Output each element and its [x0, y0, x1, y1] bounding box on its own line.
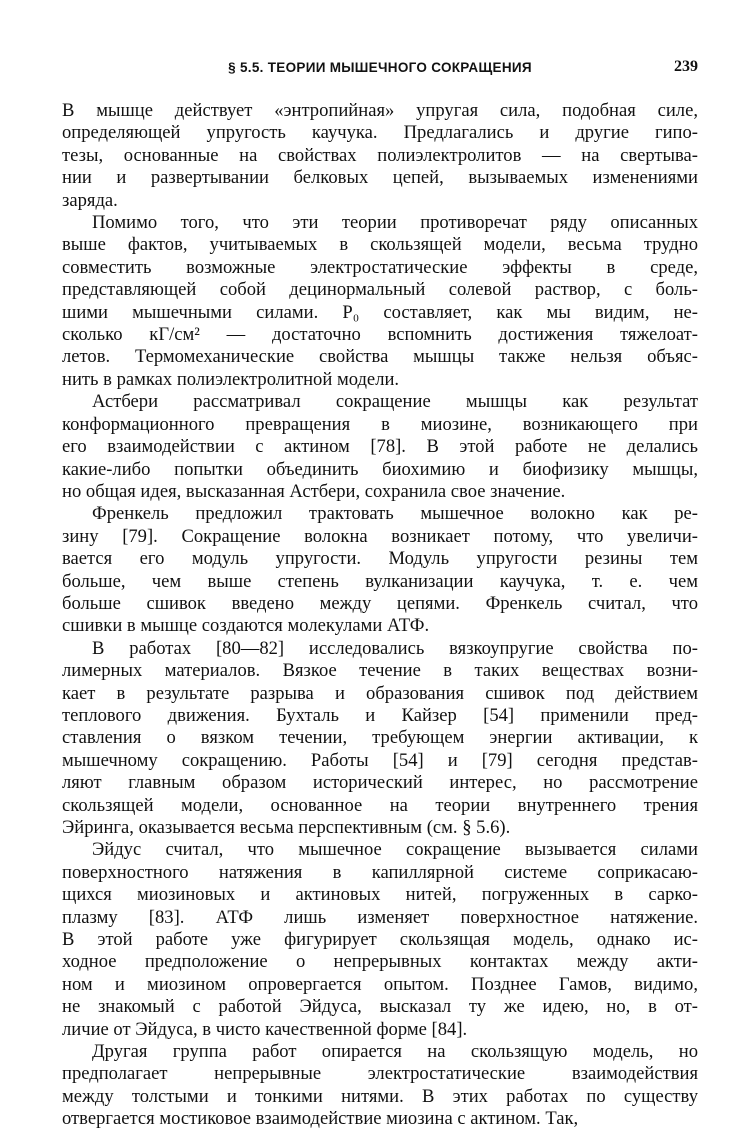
- text-line: между толстыми и тонкими нитями. В этих работах по существу: [62, 1085, 698, 1107]
- text-line: личие от Эйдуса, в чисто качественной форме [84].: [62, 1018, 468, 1040]
- text-line: кает в результате разрыва и образования сшивок под действием: [62, 682, 698, 704]
- text-line: ходное предположение о непрерывных контактах между акти-: [62, 951, 698, 973]
- text-line: выше фактов, учитываемых в скользящей модели, весьма трудно: [62, 234, 698, 256]
- text-line: конформационного превращения в миозине, возникающего при: [62, 413, 698, 435]
- text-line: мышечному сокращению. Работы [54] и [79] сегодня представ-: [62, 749, 698, 771]
- text-line: определяющей упругость каучука. Предлагались и другие гипо-: [62, 122, 698, 144]
- text-line: теплового движения. Бухталь и Кайзер [54] применили пред-: [62, 704, 698, 726]
- paragraph: [62, 638, 698, 840]
- paragraph: [62, 212, 698, 391]
- text-line: совместить возможные электростатические эффекты в среде,: [62, 256, 698, 278]
- text-line: нить в рамках полиэлектролитной модели.: [62, 368, 400, 390]
- text-line: нии и развертывании белковых цепей, вызываемых изменениями: [62, 167, 698, 189]
- text-line: плазму [83]. АТФ лишь изменяет поверхностное натяжение.: [62, 906, 698, 928]
- paragraph: [62, 503, 698, 637]
- paragraph: [62, 839, 698, 1041]
- text-line: поверхностного натяжения в капиллярной системе соприкасаю-: [62, 861, 698, 883]
- text-line: какие-либо попытки объединить биохимию и биофизику мышцы,: [62, 458, 698, 480]
- paragraph: [62, 100, 698, 212]
- text-line: тезы, основанные на свойствах полиэлектролитов — на свертыва-: [62, 144, 698, 166]
- text-line: В работах [80—82] исследовались вязкоупругие свойства по-: [92, 637, 698, 659]
- text-line: летов. Термомеханические свойства мышцы также нельзя объяс-: [62, 346, 698, 368]
- text-line: скользящей модели, основанное на теории внутреннего трения: [62, 794, 698, 816]
- text-line: В мышце действует «энтропийная» упругая сила, подобная силе,: [62, 100, 698, 121]
- text-line: Эйдус считал, что мышечное сокращение вызывается силами: [92, 839, 698, 861]
- text-line: лимерных материалов. Вязкое течение в таких веществах возни-: [62, 660, 698, 682]
- text-line: не знакомый с работой Эйдуса, высказал ту же идею, но, в от-: [62, 996, 698, 1018]
- text-line: Помимо того, что эти теории противоречат ряду описанных: [92, 212, 698, 234]
- text-line: представляющей собой децинормальный солевой раствор, с боль-: [62, 279, 698, 301]
- text-line: заряда.: [62, 189, 118, 211]
- text-line: Другая группа работ опирается на скользящую модель, но: [92, 1041, 698, 1063]
- text-line: предполагает непрерывные электростатические взаимодействия: [62, 1063, 698, 1085]
- section-title: § 5.5. ТЕОРИИ МЫШЕЧНОГО СОКРАЩЕНИЯ: [228, 60, 532, 75]
- text-line: шими мышечными силами. P₀ составляет, как мы видим, не-: [62, 301, 698, 323]
- text-line: больше сшивок введено между цепями. Френкель считал, что: [62, 592, 698, 614]
- text-line: Френкель предложил трактовать мышечное волокно как ре-: [92, 503, 698, 525]
- page-number: 239: [674, 58, 698, 75]
- text-line: ляют главным образом исторический интерес, но рассмотрение: [62, 772, 698, 794]
- text-line: Астбери рассматривал сокращение мышцы как результат: [92, 391, 698, 413]
- text-line: вается его модуль упругости. Модуль упругости резины тем: [62, 548, 698, 570]
- body-text: [62, 100, 698, 1131]
- text-line: но общая идея, высказанная Астбери, сохранила свое значение.: [62, 480, 566, 502]
- text-line: Эйринга, оказывается весьма перспективным (см. § 5.6).: [62, 817, 511, 838]
- book-page: [62, 52, 698, 1131]
- running-header: [62, 52, 698, 80]
- text-line: щихся миозиновых и актиновых нитей, погруженных в сарко-: [62, 884, 698, 906]
- text-line: В этой работе уже фигурирует скользящая модель, однако ис-: [62, 929, 698, 951]
- text-line: ставления о вязком течении, требующем энергии активации, к: [62, 727, 698, 749]
- text-line: сколько кГ/см² — достаточно вспомнить достижения тяжелоат-: [62, 324, 698, 346]
- text-line: отвергается мостиковое взаимодействие миозина с актином. Так,: [62, 1108, 579, 1130]
- paragraph: [62, 391, 698, 503]
- text-line: ном и миозином опровергается опытом. Позднее Гамов, видимо,: [62, 973, 698, 995]
- text-line: его взаимодействии с актином [78]. В этой работе не делались: [62, 436, 698, 458]
- text-line: зину [79]. Сокращение волокна возникает потому, что увеличи-: [62, 525, 698, 547]
- paragraph: [62, 1041, 698, 1131]
- text-line: больше, чем выше степень вулканизации каучука, т. е. чем: [62, 570, 698, 592]
- text-line: сшивки в мышце создаются молекулами АТФ.: [62, 615, 430, 637]
